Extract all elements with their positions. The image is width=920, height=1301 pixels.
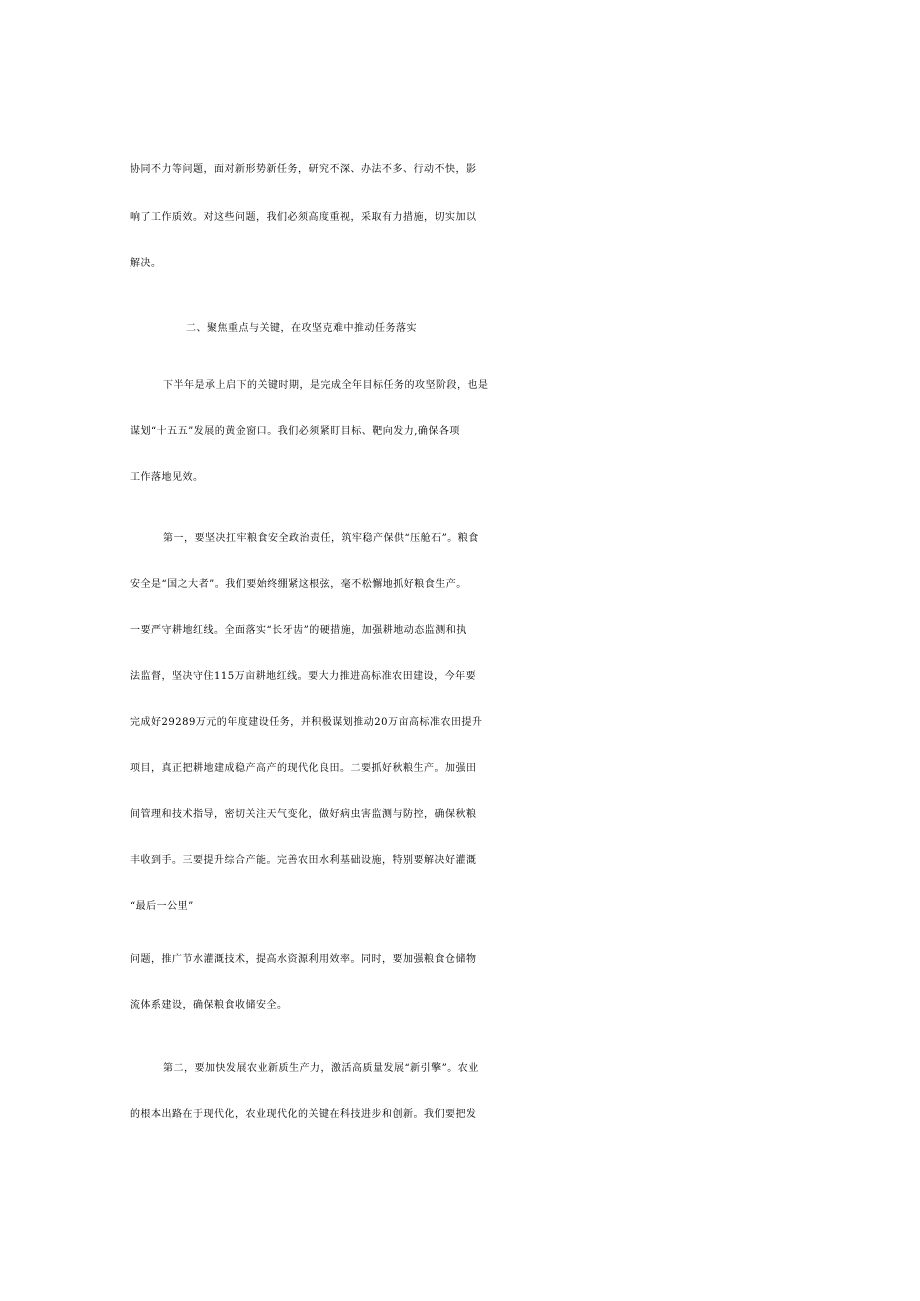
text-line: 安全是“国之大者”。我们要始终绷紧这根弦，毫不松懈地抓好粮食生产。 bbox=[130, 579, 467, 590]
text-line: 工作落地见效。 bbox=[130, 472, 204, 483]
text-line: 项目，真正把耕地建成稳产高产的现代化良田。二要抓好秋粮生产。加强田 bbox=[130, 763, 477, 774]
text-line: 解决。 bbox=[130, 258, 162, 269]
text-line: 法监督，坚决守住115万亩耕地红线。要大力推进高标准农田建设，今年要 bbox=[130, 671, 477, 682]
text-line: 响了工作质效。对这些问题，我们必须高度重视，采取有力措施，切实加以 bbox=[130, 212, 477, 223]
text-line: 下半年是承上启下的关键时期，是完成全年目标任务的攻坚阶段，也是 bbox=[163, 380, 489, 391]
section-heading: 二、聚焦重点与关键，在攻坚克难中推动任务落实 bbox=[186, 323, 417, 334]
text-line: 一要严守耕地红线。全面落实“长牙齿”的硬措施，加强耕地动态监测和执 bbox=[130, 625, 467, 636]
text-line: 间管理和技术指导，密切关注天气变化，做好病虫害监测与防控，确保秋粮 bbox=[130, 809, 477, 820]
text-line: 的根本出路在于现代化，农业现代化的关键在科技进步和创新。我们要把发 bbox=[130, 1109, 477, 1120]
text-line: 丰收到手。三要提升综合产能。完善农田水利基础设施，特别要解决好灌溉 bbox=[130, 855, 477, 866]
text-line: 谋划“十五五”发展的黄金窗口。我们必须紧盯目标、靶向发力,确保各项 bbox=[130, 426, 460, 437]
text-line: 第二，要加快发展农业新质生产力，激活高质量发展“新引擎”。农业 bbox=[163, 1063, 479, 1074]
text-line: 第一，要坚决扛牢粮食安全政治责任，筑牢稳产保供“压舱石”。粮食 bbox=[163, 533, 479, 544]
text-line: 完成好29289万元的年度建设任务，并积极谋划推动20万亩高标准农田提升 bbox=[130, 717, 483, 728]
text-line: 流体系建设，确保粮食收储安全。 bbox=[130, 1000, 288, 1011]
text-line: 问题，推广节水灌溉技术，提高水资源利用效率。同时，要加强粮食仓储物 bbox=[130, 954, 477, 965]
text-line: 协同不力等问题，面对新形势新任务，研究不深、办法不多、行动不快，影 bbox=[130, 164, 477, 175]
text-line: “最后一公里” bbox=[130, 901, 194, 912]
